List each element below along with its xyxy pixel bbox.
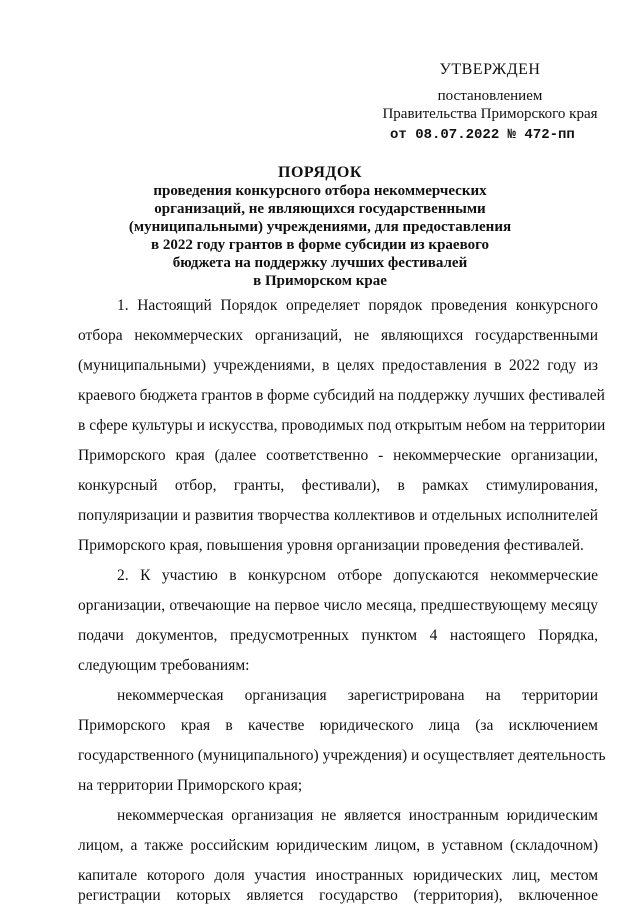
paragraph-1-line: (муниципальными) учреждениями, в целях предоставления в 2022 году из — [78, 357, 598, 374]
paragraph-3-line: на территории Приморского края; — [78, 777, 303, 794]
paragraph-1-line: краевого бюджета грантов в форме субсидий на поддержку лучших фестивалей — [78, 387, 605, 404]
paragraph-3-line: Приморского края в качестве юридического лица (за исключением — [78, 717, 598, 734]
resolution-number: от 08.07.2022 № 472-пп — [390, 127, 575, 143]
paragraph-1-line: популяризации и развития творчества коллективов и отдельных исполнителей — [78, 507, 598, 524]
subtitle-line: бюджета на поддержку лучших фестивалей — [172, 255, 468, 271]
paragraph-2-line: 2. К участию в конкурсном отборе допускаются некоммерческие — [117, 567, 598, 584]
subtitle-line: в Приморском крае — [253, 273, 387, 289]
approved-heading: УТВЕРЖДЕН — [439, 61, 541, 78]
paragraph-1-line: Приморского края (далее соответственно - некоммерческие организации, — [78, 447, 598, 464]
subtitle-line: в 2022 году грантов в форме субсидии из краевого — [150, 237, 490, 253]
document-subtitle — [120, 182, 520, 290]
paragraph-1-line: в сфере культуры и искусства, проводимых под открытым небом на территории — [78, 417, 606, 434]
paragraph-1-line: 1. Настоящий Порядок определяет порядок проведения конкурсного — [117, 297, 598, 314]
approved-by-line: постановлением — [437, 88, 543, 104]
paragraph-1-line: конкурсный отбор, гранты, фестивали), в рамках стимулирования, — [78, 477, 598, 494]
paragraph-1-line: Приморского края, повышения уровня организации проведения фестивалей. — [78, 537, 584, 554]
paragraph-2-line: следующим требованиям: — [78, 657, 250, 674]
paragraph-2-line: организации, отвечающие на первое число месяца, предшествующему месяцу — [78, 597, 598, 614]
subtitle-line: организаций, не являющихся государственными — [154, 201, 486, 217]
paragraph-4-line: лицом, а также российским юридическим лицом, в уставном (складочном) — [78, 837, 598, 854]
paragraph-2-line: подачи документов, предусмотренных пунктом 4 настоящего Порядка, — [78, 627, 598, 644]
paragraph-4-line: регистрации которых является государство (территория), включенное — [78, 887, 598, 904]
subtitle-line: (муниципальными) учреждениями, для предоставления — [128, 219, 512, 235]
paragraph-3-line: государственного (муниципального) учреждения) и осуществляет деятельность — [78, 747, 606, 764]
paragraph-4-line: капитале которого доля участия иностранных юридических лиц, местом — [78, 867, 598, 884]
paragraph-3-line: некоммерческая организация зарегистрирована на территории — [117, 687, 598, 704]
document-title: ПОРЯДОК — [278, 164, 362, 181]
paragraph-1-line: отбора некоммерческих организаций, не являющихся государственными — [78, 327, 598, 344]
subtitle-line: проведения конкурсного отбора некоммерческих — [153, 183, 487, 199]
paragraph-4-line: некоммерческая организация не является иностранным юридическим — [117, 807, 598, 824]
approving-authority: Правительства Приморского края — [382, 106, 598, 122]
